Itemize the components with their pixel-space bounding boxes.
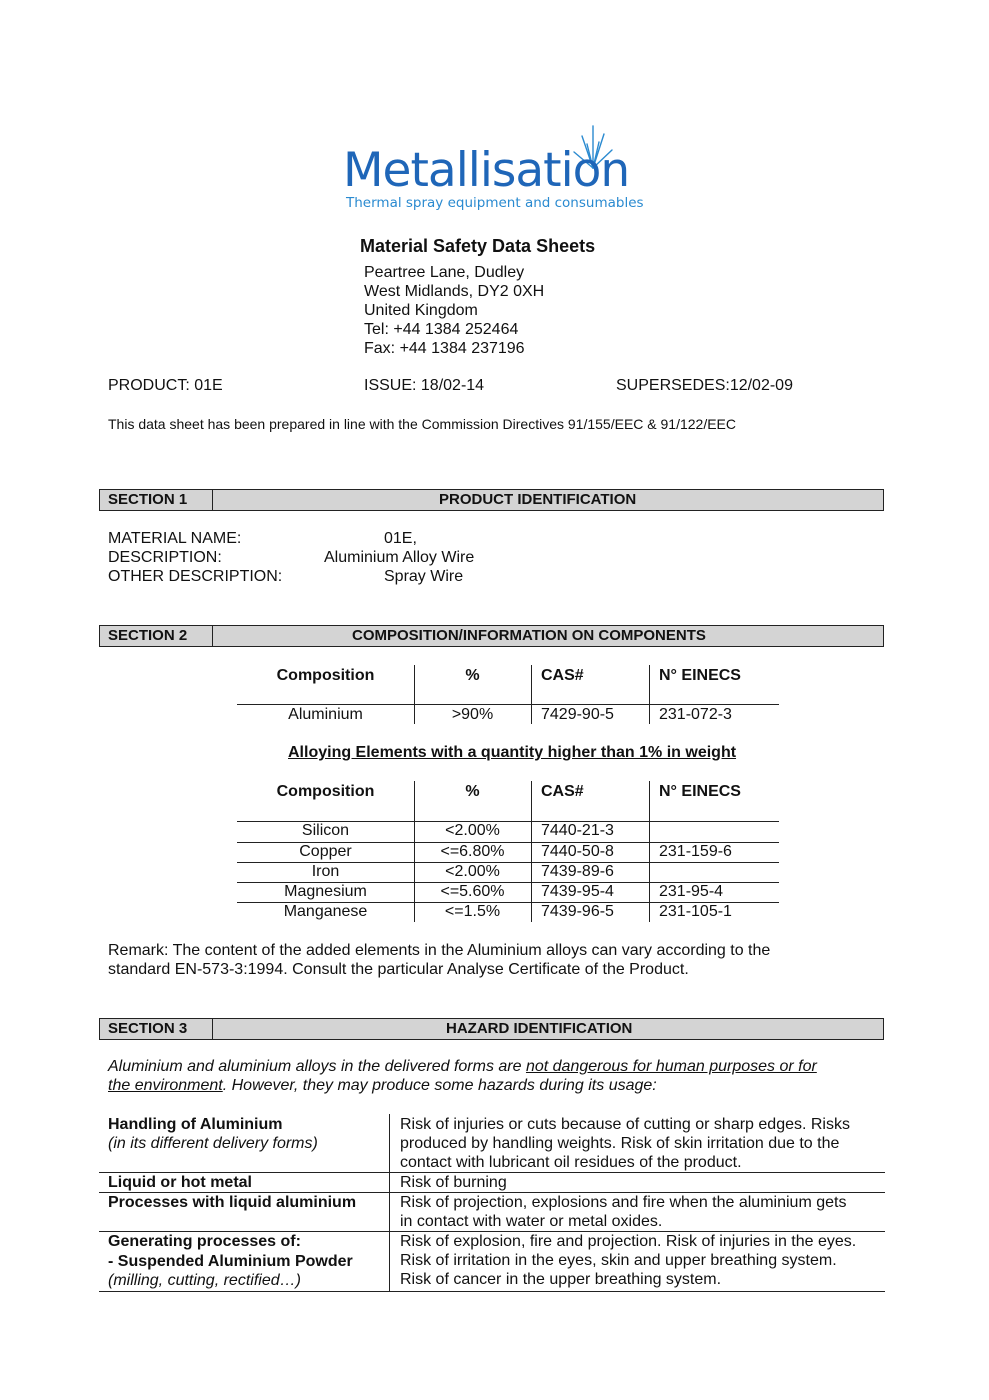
hazard-table-rule <box>99 1172 885 1173</box>
hazard-label: Handling of Aluminium <box>108 1116 283 1133</box>
hazard-description: contact with lubricant oil residues of the product. <box>400 1154 742 1171</box>
hazard-label: Generating processes of: <box>108 1233 301 1250</box>
hazard-description: Risk of explosion, fire and projection. Risk of injuries in the eyes. <box>400 1233 857 1250</box>
material-name-value: 01E, <box>384 530 417 547</box>
hazard-intro-emphasis: not dangerous for human purposes or for <box>525 1058 817 1075</box>
description-value: Aluminium Alloy Wire <box>324 549 475 566</box>
address-line-1: Peartree Lane, Dudley <box>364 264 525 281</box>
hazard-table-rule <box>99 1291 885 1292</box>
table-cell: Aluminium <box>288 706 363 723</box>
hazard-label: Processes with liquid aluminium <box>108 1194 357 1211</box>
address-line-2: West Midlands, DY2 0XH <box>364 283 545 300</box>
remark-line-2: standard EN-573-3:1994. Consult the particular Analyse Certificate of the Product. <box>108 961 689 978</box>
hazard-intro-text: . However, they may produce some hazards during its usage: <box>222 1077 657 1094</box>
product-code: PRODUCT: 01E <box>108 377 223 394</box>
table-cell: 7439-95-4 <box>541 883 614 900</box>
table-cell: 231-105-1 <box>659 903 732 920</box>
address-fax: Fax: +44 1384 237196 <box>364 340 525 357</box>
table-cell: Manganese <box>283 903 368 920</box>
header-einecs: N° EINECS <box>659 667 741 684</box>
material-name-label: MATERIAL NAME: <box>108 530 242 547</box>
hazard-table-rule <box>99 1192 885 1193</box>
table-cell: Magnesium <box>284 883 367 900</box>
table-cell: Silicon <box>301 822 350 839</box>
table-cell: 7429-90-5 <box>541 706 614 723</box>
header-composition: Composition <box>276 667 375 684</box>
section-heading: PRODUCT IDENTIFICATION <box>439 491 637 508</box>
hazard-intro-emphasis: the environment <box>108 1077 223 1094</box>
table-cell: >90% <box>451 706 494 723</box>
hazard-intro-line-1 <box>108 1058 817 1076</box>
section-number: SECTION 2 <box>108 627 188 644</box>
table-divider <box>649 781 650 922</box>
table-rule <box>237 704 779 705</box>
section-number: SECTION 1 <box>108 491 188 508</box>
document-title: Material Safety Data Sheets <box>360 236 596 256</box>
section-divider <box>212 626 213 646</box>
section-divider <box>212 490 213 510</box>
hazard-label: Liquid or hot metal <box>108 1174 252 1191</box>
table-cell: 7439-96-5 <box>541 903 614 920</box>
hazard-table-rule <box>99 1231 885 1232</box>
hazard-intro-text: Aluminium and aluminium alloys in the delivered forms are <box>108 1058 526 1075</box>
hazard-description: produced by handling weights. Risk of skin irritation due to the <box>400 1135 840 1152</box>
header-einecs: N° EINECS <box>659 783 741 800</box>
table-cell: 231-159-6 <box>659 843 732 860</box>
header-percent: % <box>465 667 480 684</box>
hazard-sublabel: (milling, cutting, rectified…) <box>108 1272 301 1289</box>
section-2-header <box>99 625 884 647</box>
table-cell: <2.00% <box>445 863 500 880</box>
logo-wordmark: Metallisation <box>343 143 630 198</box>
supersedes-date: SUPERSEDES:12/02-09 <box>616 377 793 394</box>
table-cell: 231-95-4 <box>659 883 724 900</box>
section-heading: HAZARD IDENTIFICATION <box>446 1020 633 1037</box>
section-1-header <box>99 489 884 511</box>
section-3-header <box>99 1018 884 1040</box>
logo-tagline: Thermal spray equipment and consumables <box>346 195 644 211</box>
header-cas: CAS# <box>541 783 584 800</box>
alloy-table-title: Alloying Elements with a quantity higher than 1% in weight <box>288 744 737 761</box>
table-cell: <=6.80% <box>440 843 505 860</box>
hazard-description: Risk of burning <box>400 1174 507 1191</box>
header-composition: Composition <box>276 783 375 800</box>
description-label: DESCRIPTION: <box>108 549 222 566</box>
table-divider <box>531 665 532 724</box>
remark-line-1: Remark: The content of the added elements in the Aluminium alloys can vary according to the <box>108 942 771 959</box>
section-heading: COMPOSITION/INFORMATION ON COMPONENTS <box>352 627 706 644</box>
table-cell: <=5.60% <box>440 883 505 900</box>
table-cell: Copper <box>299 843 352 860</box>
hazard-label: - Suspended Aluminium Powder <box>108 1253 353 1270</box>
table-cell: 7439-89-6 <box>541 863 614 880</box>
table-cell: 7440-21-3 <box>541 822 614 839</box>
address-line-3: United Kingdom <box>364 302 478 319</box>
hazard-intro-line-2 <box>108 1077 657 1095</box>
hazard-description: Risk of injuries or cuts because of cutting or sharp edges. Risks <box>400 1116 850 1133</box>
section-divider <box>212 1019 213 1039</box>
other-description-value: Spray Wire <box>384 568 464 585</box>
issue-date: ISSUE: 18/02-14 <box>364 377 485 394</box>
hazard-description: Risk of irritation in the eyes, skin and upper breathing system. <box>400 1252 837 1269</box>
table-cell: <=1.5% <box>444 903 501 920</box>
other-description-label: OTHER DESCRIPTION: <box>108 568 283 585</box>
table-cell: 231-072-3 <box>659 706 732 723</box>
header-cas: CAS# <box>541 667 584 684</box>
hazard-sublabel: (in its different delivery forms) <box>108 1135 318 1152</box>
hazard-description: in contact with water or metal oxides. <box>400 1213 663 1230</box>
section-number: SECTION 3 <box>108 1020 188 1037</box>
table-cell: <2.00% <box>445 822 500 839</box>
table-cell: 7440-50-8 <box>541 843 614 860</box>
table-cell: Iron <box>311 863 340 880</box>
hazard-description: Risk of projection, explosions and fire when the aluminium gets <box>400 1194 847 1211</box>
table-divider <box>649 665 650 724</box>
header-percent: % <box>465 783 480 800</box>
intro-text: This data sheet has been prepared in line with the Commission Directives 91/155/EEC & 91/122/EEC <box>108 416 737 432</box>
hazard-table-divider <box>389 1114 390 1292</box>
table-divider <box>531 781 532 922</box>
hazard-description: Risk of cancer in the upper breathing system. <box>400 1271 722 1288</box>
address-tel: Tel: +44 1384 252464 <box>364 321 519 338</box>
